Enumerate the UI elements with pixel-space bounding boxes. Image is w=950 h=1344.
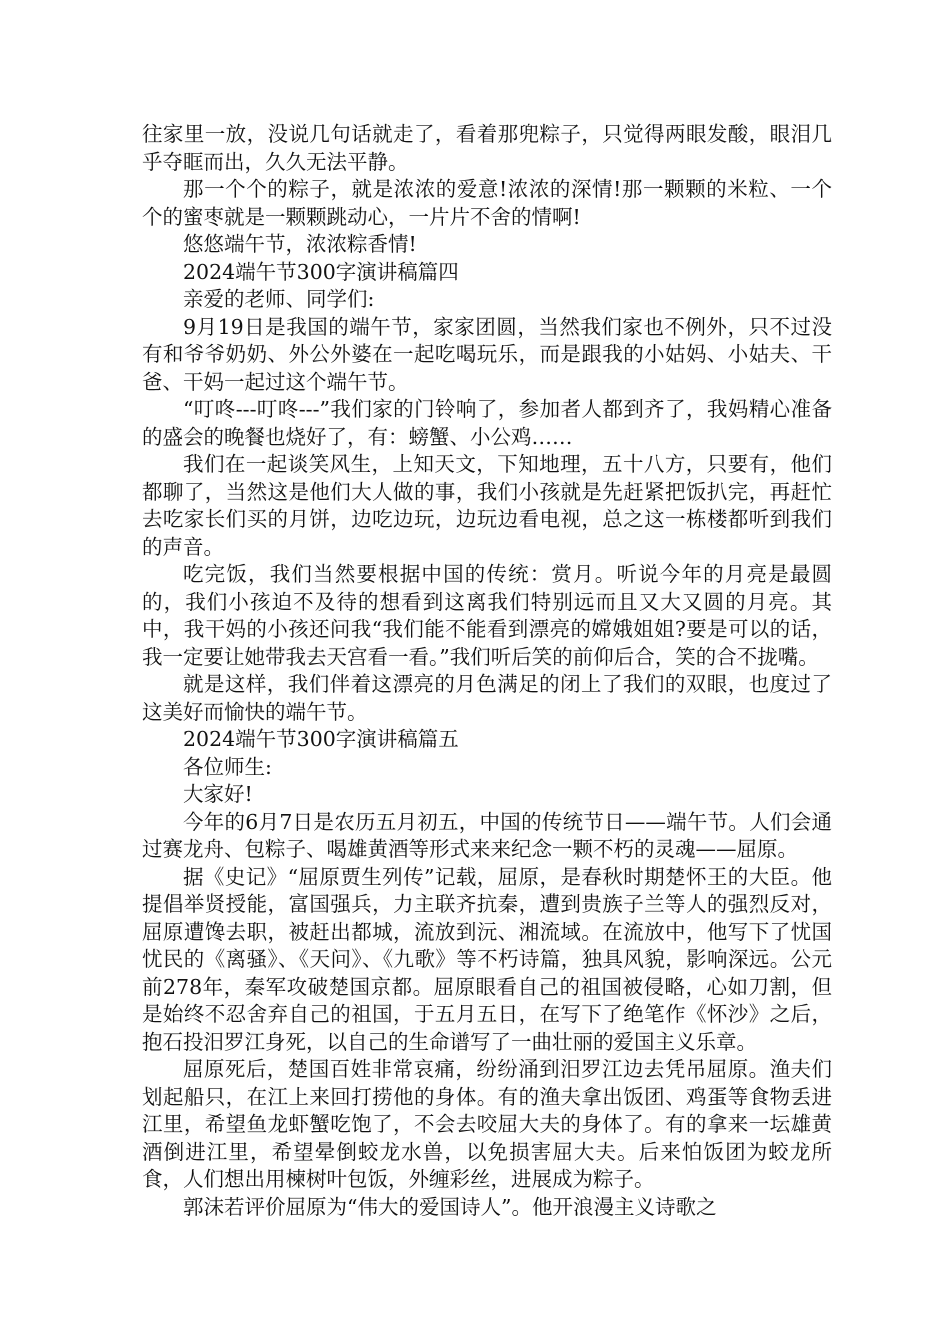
paragraph: 屈原死后，楚国百姓非常哀痛，纷纷涌到汨罗江边去凭吊屈原。渔夫们划起船只，在江上来回打捞他的身体。有的渔夫拿出饭团、鸡蛋等食物丢进江里，希望鱼龙虾蟹吃饱了，不会去咬屈大夫的身体了。有的拿来一坛雄黄酒倒进江里，希望晕倒蛟龙水兽，以免损害屈大夫。后来怕饭团为蛟龙所食，人们想出用楝树叶包饭，外缠彩丝，进展成为粽子。 bbox=[142, 1057, 832, 1191]
paragraph: “叮咚---叮咚---”我们家的门铃响了，参加者人都到齐了，我妈精心准备的盛会的晚餐也烧好了，有：螃蟹、小公鸡…… bbox=[142, 397, 832, 449]
salutation: 亲爱的老师、同学们: bbox=[183, 287, 375, 311]
paragraph: 今年的6月7日是农历五月初五，中国的传统节日——端午节。人们会通过赛龙舟、包粽子、喝雄黄酒等形式来来纪念一颗不朽的灵魂——屈原。 bbox=[142, 809, 832, 861]
section-heading: 2024端午节300字演讲稿篇五 bbox=[183, 727, 459, 751]
paragraph: 9月19日是我国的端午节，家家团圆，当然我们家也不例外，只不过没有和爷爷奶奶、外公外婆在一起吃喝玩乐，而是跟我的小姑妈、小姑夫、干爸、干妈一起过这个端午节。 bbox=[142, 314, 832, 394]
paragraph: 据《史记》“屈原贾生列传”记载，屈原，是春秋时期楚怀王的大臣。他提倡举贤授能，富国强兵，力主联齐抗秦，遭到贵族子兰等人的强烈反对，屈原遭馋去职，被赶出都城，流放到沅、湘流域。在流放中，他写下了忧国忧民的《离骚》、《天问》、《九歌》等不朽诗篇，独具风貌，影响深远。公元前278年，秦军攻破楚国京都。屈原眼看自己的祖国被侵略，心如刀割，但是始终不忍舍弃自己的祖国，于五月五日，在写下了绝笔作《怀沙》之后，抱石投汨罗江身死，以自己的生命谱写了一曲壮丽的爱国主义乐章。 bbox=[142, 864, 832, 1054]
paragraph: 悠悠端午节，浓浓粽香情! bbox=[183, 232, 417, 256]
paragraph: 往家里一放，没说几句话就走了，看着那兜粽子，只觉得两眼发酸，眼泪几乎夺眶而出，久久无法平静。 bbox=[142, 122, 832, 174]
paragraph: 郭沫若评价屈原为“伟大的爱国诗人”。他开浪漫主义诗歌之 bbox=[183, 1194, 717, 1219]
paragraph: 我们在一起谈笑风生，上知天文，下知地理，五十八方，只要有，他们都聊了，当然这是他们大人做的事，我们小孩就是先赶紧把饭扒完，再赶忙去吃家长们买的月饼，边吃边玩，边玩边看电视，总之这一栋楼都听到我们的声音。 bbox=[142, 452, 832, 559]
paragraph: 那一个个的粽子，就是浓浓的爱意!浓浓的深情!那一颗颗的米粒、一个个的蜜枣就是一颗颗跳动心，一片片不舍的情啊! bbox=[142, 177, 832, 229]
salutation: 各位师生: bbox=[183, 754, 272, 779]
paragraph: 就是这样，我们伴着这漂亮的月色满足的闭上了我们的双眼，也度过了这美好而愉快的端午节。 bbox=[142, 672, 832, 724]
section-heading: 2024端午节300字演讲稿篇四 bbox=[183, 259, 459, 284]
document-body bbox=[142, 121, 832, 1221]
greeting: 大家好! bbox=[183, 782, 253, 806]
paragraph: 吃完饭，我们当然要根据中国的传统：赏月。听说今年的月亮是最圆的，我们小孩迫不及待的想看到这离我们特别远而且又大又圆的月亮。其中，我干妈的小孩还问我“我们能不能看到漂亮的嫦娥姐姐?要是可以的话，我一定要让她带我去天宫看一看。”我们听后笑的前仰后合，笑的合不拢嘴。 bbox=[142, 562, 832, 669]
